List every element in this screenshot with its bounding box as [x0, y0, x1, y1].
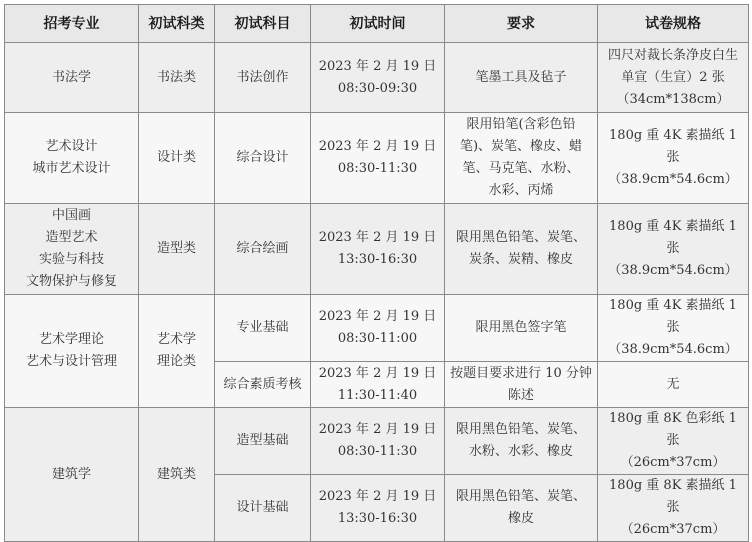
table-row: [5, 113, 749, 204]
table-row: [5, 204, 749, 295]
header-category: 初试科类: [139, 5, 215, 43]
cell-spec: 180g 重 4K 素描纸 1 张 （38.9cm*54.6cm）: [598, 295, 749, 362]
cell-requirement: 限用铅笔(含彩色铅 笔)、炭笔、橡皮、蜡 笔、马克笔、水粉、 水彩、丙烯: [445, 113, 598, 204]
cell-major: 艺术设计 城市艺术设计: [5, 113, 139, 204]
cell-major: 书法学: [5, 43, 139, 113]
header-subject: 初试科目: [215, 5, 311, 43]
header-requirement: 要求: [445, 5, 598, 43]
header-time: 初试时间: [311, 5, 445, 43]
header-spec: 试卷规格: [598, 5, 749, 43]
cell-subject: 书法创作: [215, 43, 311, 113]
exam-schedule-table: [4, 4, 749, 542]
cell-subject: 造型基础: [215, 408, 311, 475]
cell-category: 造型类: [139, 204, 215, 295]
header-row: [5, 5, 749, 43]
cell-spec: 180g 重 4K 素描纸 1 张 （38.9cm*54.6cm）: [598, 204, 749, 295]
cell-spec: 180g 重 8K 素描纸 1 张 （26cm*37cm）: [598, 475, 749, 542]
cell-major: 艺术学理论 艺术与设计管理: [5, 295, 139, 408]
cell-time: 2023 年 2 月 19 日 08:30-11:30: [311, 113, 445, 204]
cell-time: 2023 年 2 月 19 日 13:30-16:30: [311, 475, 445, 542]
cell-category: 建筑类: [139, 408, 215, 542]
cell-major: 建筑学: [5, 408, 139, 542]
table-row: [5, 43, 749, 113]
cell-spec: 180g 重 8K 色彩纸 1 张 （26cm*37cm）: [598, 408, 749, 475]
cell-time: 2023 年 2 月 19 日 13:30-16:30: [311, 204, 445, 295]
cell-category: 书法类: [139, 43, 215, 113]
cell-major: 中国画 造型艺术 实验与科技 文物保护与修复: [5, 204, 139, 295]
cell-subject: 设计基础: [215, 475, 311, 542]
cell-spec: 180g 重 4K 素描纸 1 张 （38.9cm*54.6cm）: [598, 113, 749, 204]
cell-subject: 综合设计: [215, 113, 311, 204]
cell-subject: 综合绘画: [215, 204, 311, 295]
cell-subject: 专业基础: [215, 295, 311, 362]
cell-requirement: 按题目要求进行 10 分钟 陈述: [445, 362, 598, 408]
cell-time: 2023 年 2 月 19 日 08:30-11:30: [311, 408, 445, 475]
cell-requirement: 笔墨工具及毡子: [445, 43, 598, 113]
header-major: 招考专业: [5, 5, 139, 43]
cell-requirement: 限用黑色铅笔、炭笔、 橡皮: [445, 475, 598, 542]
table-row: [5, 295, 749, 362]
cell-spec: 无: [598, 362, 749, 408]
cell-requirement: 限用黑色签字笔: [445, 295, 598, 362]
cell-spec: 四尺对裁长条净皮白生 单宣（生宣）2 张 （34cm*138cm）: [598, 43, 749, 113]
cell-category: 设计类: [139, 113, 215, 204]
cell-time: 2023 年 2 月 19 日 08:30-11:00: [311, 295, 445, 362]
cell-time: 2023 年 2 月 19 日 11:30-11:40: [311, 362, 445, 408]
cell-requirement: 限用黑色铅笔、炭笔、 炭条、炭精、橡皮: [445, 204, 598, 295]
cell-time: 2023 年 2 月 19 日 08:30-09:30: [311, 43, 445, 113]
table-row: [5, 408, 749, 475]
cell-subject: 综合素质考核: [215, 362, 311, 408]
cell-requirement: 限用黑色铅笔、炭笔、 水粉、水彩、橡皮: [445, 408, 598, 475]
cell-category: 艺术学 理论类: [139, 295, 215, 408]
